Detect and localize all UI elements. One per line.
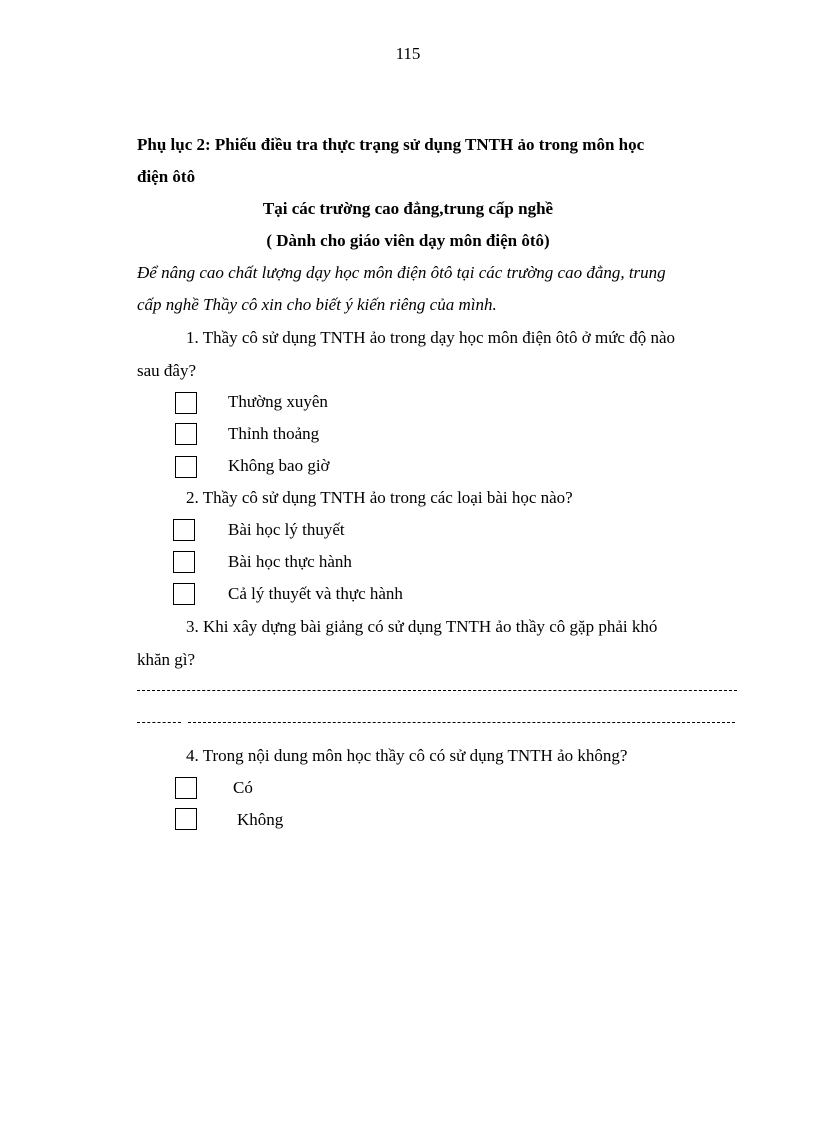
answer-line[interactable] bbox=[137, 690, 737, 691]
answer-line-short[interactable] bbox=[137, 722, 181, 723]
appendix-heading-line1: Phụ lục 2: Phiếu điều tra thực trạng sử dụng TNTH ảo trong môn học bbox=[137, 135, 645, 154]
q4-option-checkbox[interactable] bbox=[175, 808, 197, 830]
q1-option-checkbox[interactable] bbox=[175, 456, 197, 478]
question-3-text: 3. Khi xây dựng bài giảng có sử dụng TNTH ảo thầy cô gặp phải khó bbox=[186, 617, 658, 636]
q2-option-checkbox[interactable] bbox=[173, 583, 195, 605]
q4-option-checkbox[interactable] bbox=[175, 777, 197, 799]
q4-option-label: Có bbox=[233, 778, 253, 797]
q1-option-label: Thỉnh thoảng bbox=[228, 424, 320, 443]
subtitle-line2: ( Dành cho giáo viên dạy môn điện ôtô) bbox=[266, 231, 550, 250]
q2-option-label: Bài học lý thuyết bbox=[228, 520, 345, 539]
q1-option-checkbox[interactable] bbox=[175, 392, 197, 414]
q2-option-label: Cả lý thuyết và thực hành bbox=[228, 584, 403, 603]
subtitle-line1: Tại các trường cao đẳng,trung cấp nghề bbox=[262, 199, 554, 218]
answer-line[interactable] bbox=[188, 722, 735, 723]
question-4-text: 4. Trong nội dung môn học thầy cô có sử dụng TNTH ảo không? bbox=[186, 746, 628, 765]
question-1-text-cont: sau đây? bbox=[137, 361, 197, 380]
q1-option-label: Thường xuyên bbox=[228, 392, 328, 411]
q2-option-checkbox[interactable] bbox=[173, 519, 195, 541]
q2-option-checkbox[interactable] bbox=[173, 551, 195, 573]
q4-option-label: Không bbox=[237, 810, 284, 829]
q2-option-label: Bài học thực hành bbox=[228, 552, 352, 571]
appendix-heading-line2: điện ôtô bbox=[137, 167, 196, 186]
q1-option-checkbox[interactable] bbox=[175, 423, 197, 445]
page-number: 115 bbox=[395, 44, 421, 63]
intro-line2: cấp nghề Thầy cô xin cho biết ý kiến riêng của mình. bbox=[137, 295, 497, 314]
q1-option-label: Không bao giờ bbox=[228, 456, 330, 475]
question-2-text: 2. Thầy cô sử dụng TNTH ảo trong các loại bài học nào? bbox=[186, 488, 573, 507]
question-3-text-cont: khăn gì? bbox=[137, 650, 196, 669]
question-1-text: 1. Thầy cô sử dụng TNTH ảo trong dạy học môn điện ôtô ở mức độ nào bbox=[186, 328, 676, 347]
intro-line1: Để nâng cao chất lượng dạy học môn điện ôtô tại các trường cao đẳng, trung bbox=[137, 263, 666, 282]
